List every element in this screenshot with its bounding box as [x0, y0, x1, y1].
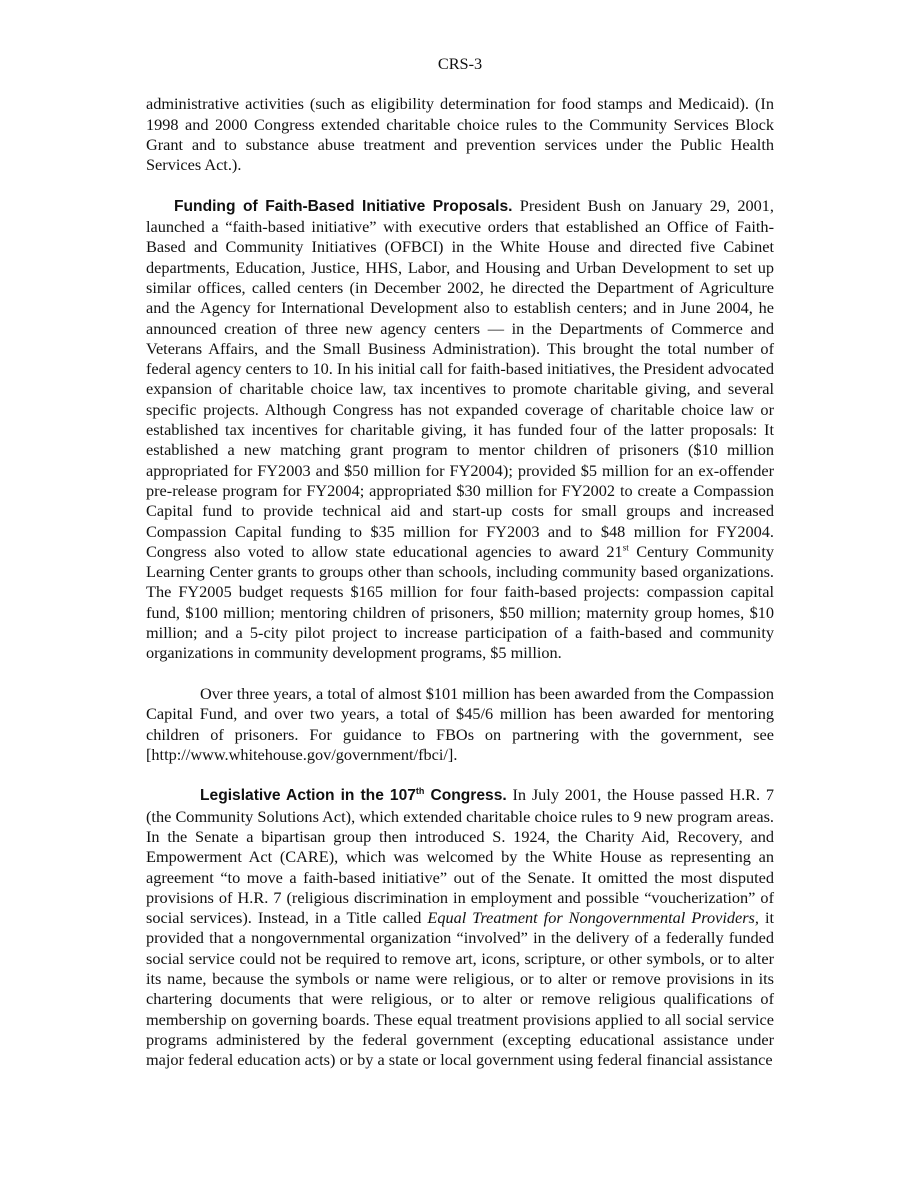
funding-body-start: President Bush on January 29, 2001, launched a “faith-based initiative” with executive orders that established an Office of Faith-Based and Community Initiatives (OFBCI) in the White House and directed five Cabinet departments, Education, Justice, HHS, Labor, and Housing and Urban Development to set up similar offices, called centers (in December 2002, he directed the Department of Agriculture and the Agency for International Development also to establish centers; and in June 2004, he announced creation of three new agency centers — in the Departments of Commerce and Veterans Affairs, and the Small Business Administration). This brought the total number of federal agency centers to 10. In his initial call for faith-based initiatives, the President advocated expansion of charitable choice law, tax incentives to promote charitable giving, and several specific projects. Although Congress has not expanded coverage of charitable choice law or established tax incentives for charitable giving, it has funded four of the latter proposals: It established a new matching grant program to mentor children of prisoners ($10 million appropriated for FY2003 and $50 million for FY2004); provided $5 million for an ex-offender pre-release program for FY2004; appropriated $30 million for FY2002 to create a Compassion Capital fund to provide technical aid and start-up costs for small groups and increased Compassion Capital funding to $35 million for FY2003 and to $48 million for FY2004. Congress also voted to allow state educational agencies to award 21 [146, 195, 774, 561]
paragraph-funding [146, 196, 774, 664]
paragraph-gap [146, 175, 774, 195]
heading-text-start: Legislative Action in the 107 [200, 787, 416, 805]
paragraph-gap [146, 765, 774, 785]
funding-body-end: Century Community Learning Center grants to groups other than schools, including community based organizations. The FY2005 budget requests $165 million for four faith-based projects: compassion capital fund, $100 million; mentoring children of prisoners, $50 million; maternity group homes, $10 million; and a 5-city pilot project to increase participation of a faith-based and community organizations in community development programs, $5 million. [146, 541, 774, 663]
section-heading-funding: Funding of Faith-Based Initiative Proposals. [174, 197, 513, 215]
heading-text-end: Congress. [424, 787, 507, 805]
paragraph-gap [146, 664, 774, 684]
italic-title: Equal Treatment for Nongovernmental Providers, [427, 908, 759, 928]
legislative-body-end: it provided that a nongovernmental organization “involved” in the delivery of a federally funded social service could not be required to remove art, icons, scripture, or other symbols, or to alter its name, because the symbols or name were religious, or to alter or remove provisions in its chartering documents that were religious, or to alter or remove religious qualifications of membership on governing boards. These equal treatment provisions applied to all social service programs administered by the federal government (excepting educational assistance under major federal education acts) or by a state or local government using federal financial assistance [146, 908, 774, 1070]
paragraph-legislative [146, 785, 774, 1070]
document-page [146, 54, 774, 1071]
paragraph-intro: administrative activities (such as eligibility determination for food stamps and Medicaid). (In 1998 and 2000 Congress extended charitable choice rules to the Community Services Block Grant and to substance abuse treatment and prevention services under the Public Health Services Act.). [146, 94, 774, 175]
paragraph-awards: Over three years, a total of almost $101 million has been awarded from the Compassion Capital Fund, and over two years, a total of $45/6 million has been awarded for mentoring children of prisoners. For guidance to FBOs on partnering with the government, see [http://www.whitehouse.gov/government/fbci/]. [146, 683, 774, 764]
page-number: CRS-3 [437, 54, 483, 73]
superscript-st: st [622, 542, 629, 553]
legislative-body-start: In July 2001, the House passed H.R. 7 (the Community Solutions Act), which extended charitable choice rules to 9 new program areas. In the Senate a bipartisan group then introduced S. 1924, the Charity Aid, Recovery, and Empowerment Act (CARE), which was welcomed by the White House as representing an agreement “to move a faith-based initiative” out of the Senate. It omitted the most disputed provisions of H.R. 7 (religious discrimination in employment and possible “voucherization” of social services). Instead, in a Title called [146, 785, 774, 928]
section-heading-legislative [200, 787, 507, 804]
superscript-th: th [415, 786, 425, 797]
